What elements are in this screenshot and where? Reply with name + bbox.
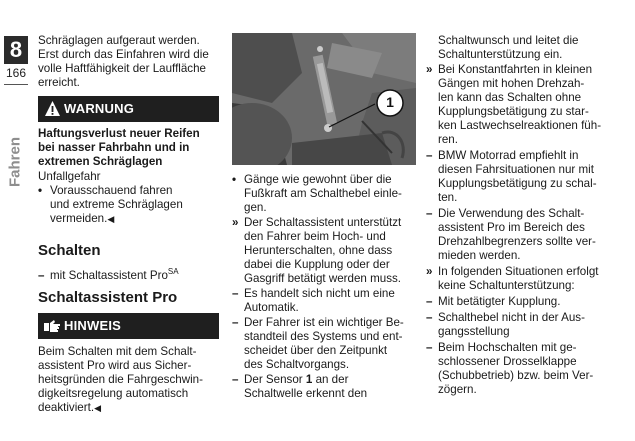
list-item [232,216,401,230]
dash-mark: – [426,149,433,162]
intro-line-3: volle Haftfähigkeit der Lauffläche [38,62,207,75]
item-text: Bei Konstantfahrten in kleinen [438,63,593,76]
page-number: 166 [5,66,27,80]
item-text: assistent Pro im Bereich des [438,221,585,234]
warning-title-line-3: extremen Schräglagen [38,155,163,168]
item-text: len kann das Schalten ohne [438,91,582,104]
item-text: Kupplungsbetätigung zu schal- [438,177,597,190]
end-mark-icon: ◀ [107,214,115,224]
item-text: Die Verwendung des Schalt- [438,207,585,220]
item-text: Schalthebel nicht in der Aus- [438,311,585,324]
intro-line-1: Schräglagen aufgeraut werden. [38,34,200,47]
warning-title-line-2: bei nasser Fahrbahn und in [38,141,190,154]
bullet-mark: • [38,184,43,197]
dash-mark: – [426,295,433,308]
gear-shift-photo [232,33,416,165]
item-text: ken Lastwechselreaktionen füh- [438,119,602,132]
warning-banner [38,96,219,122]
item-text: scheidet über den Zeitpunkt [244,344,388,357]
heading-schalten: Schalten [38,242,101,259]
item-text: (Schubbetrieb) bzw. beim Ver- [438,369,594,382]
list-item [426,341,577,355]
lead-line: Schaltunterstützung ein. [438,48,563,61]
intro-line-2: Erst durch das Einfahren wird die [38,48,209,61]
result-mark: » [426,63,433,76]
item-text: Beim Hochschalten mit ge- [438,341,577,354]
warning-bullet [38,184,172,198]
item-text: gen. [244,201,267,214]
hint-line-5-text: deaktiviert. [38,401,95,414]
item-text: keine Schaltunterstützung: [438,279,575,292]
item-text: mieden werden. [438,249,521,262]
item-text: schlossener Drosselklappe [438,355,577,368]
item-text: Schaltwelle erkennt den [244,387,368,400]
bullet-mark: • [232,173,237,186]
equipment-item [38,265,179,283]
hint-line-1: Beim Schalten mit dem Schalt- [38,345,197,358]
callout-leader-line [327,101,377,131]
item-text: Mit betätigter Kupplung. [438,295,561,308]
callout-number: 1 [386,94,394,110]
list-item [426,63,592,77]
item-text: ten. [438,191,458,204]
item-text: Fußkraft am Schalthebel einle- [244,187,402,200]
warning-bullet-line-3 [50,212,114,226]
list-item [232,173,392,187]
warning-triangle-icon [44,100,61,117]
warning-hazard: Unfallgefahr [38,170,101,183]
dash-mark: – [38,268,45,282]
item-text: den Fahrer beim Hoch- und [244,230,386,243]
list-item [426,265,599,279]
item-text: Der Sensor [244,373,303,386]
item-text: standteil des Systems und ent- [244,330,403,343]
hint-line-2: assistent Pro wird aus Sicher- [38,359,192,372]
warning-bullet-line-2: und extreme Schräglagen [50,198,183,211]
item-text: dabei die Kupplung oder der [244,258,390,271]
list-item [426,149,578,163]
dash-mark: – [426,207,433,220]
dash-mark: – [232,373,239,386]
item-text: ren. [438,133,458,146]
warning-bullet-line-1: Vorausschauend fahren [50,184,173,197]
warning-label: WARNUNG [64,101,135,116]
dash-mark: – [426,311,433,324]
item-text: Drehzahlbegrenzers sollte ver- [438,235,596,248]
item-text: Gänge wie gewohnt über die [244,173,392,186]
equipment-superscript: SA [167,267,179,276]
item-text: Der Schaltassistent unterstützt [244,216,402,229]
item-text: diesen Fahrsituationen nur mit [438,163,594,176]
hint-hand-icon [44,319,61,333]
sensor-number: 1 [305,373,313,386]
item-text: Herunterschalten, ohne dass [244,244,393,257]
list-item [232,287,395,301]
list-item [232,316,404,330]
end-mark-icon: ◀ [94,403,101,413]
dash-mark: – [426,341,433,354]
list-item [232,373,348,387]
intro-line-4: erreicht. [38,76,80,89]
item-text: an der [315,373,349,386]
item-text: Kupplungsbetätigung zu star- [438,105,589,118]
item-text: BMW Motorrad empfiehlt in [438,149,579,162]
hint-line-4: digkeitsregelung automatisch [38,387,189,400]
list-item [426,311,585,325]
section-title-text: Fahren [6,136,24,188]
warning-title-line-1: Haftungsverlust neuer Reifen [38,127,200,140]
chapter-number: 8 [4,36,28,64]
warning-bullet-line-3-text: vermeiden. [50,212,108,225]
item-text: Der Fahrer ist ein wichtiger Be- [244,316,404,329]
item-text: gangsstellung [438,325,510,338]
list-item [426,295,560,309]
item-text: des Schaltvorgangs. [244,358,350,371]
item-text: Automatik. [244,301,299,314]
hint-label: HINWEIS [64,318,122,333]
dash-mark: – [232,316,239,329]
lead-line: Schaltwunsch und leitet die [438,34,579,47]
list-item [426,207,584,221]
result-mark: » [232,216,239,229]
item-text: Gängen mit hohen Drehzah- [438,77,585,90]
item-text: zögern. [438,383,477,396]
hint-line-3: heitsgründen die Fahrgeschwin- [38,373,203,386]
dash-mark: – [232,287,239,300]
page-number-rule [4,84,28,85]
equipment-item-text: mit Schaltassistent Pro [50,268,168,282]
hint-line-5 [38,401,101,415]
result-mark: » [426,265,433,278]
hint-banner [38,313,219,339]
section-title-vertical [0,122,30,202]
item-text: In folgenden Situationen erfolgt [438,265,599,278]
item-text: Es handelt sich nicht um eine [244,287,395,300]
heading-schaltassistent-pro: Schaltassistent Pro [38,289,178,306]
item-text: Gasgriff betätigt werden muss. [244,272,402,285]
